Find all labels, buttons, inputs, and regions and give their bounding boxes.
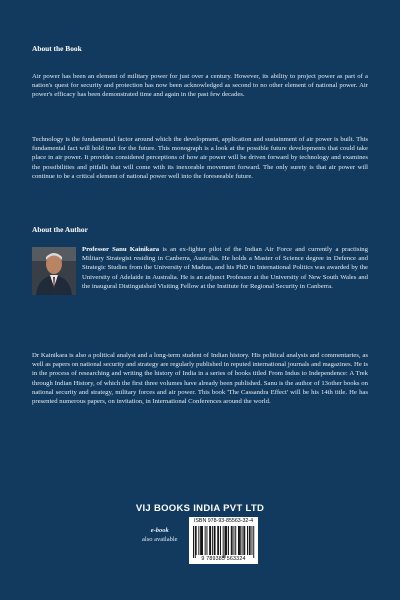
barcode-bar — [235, 526, 236, 555]
about-author-paragraph-2: Dr Kainikara is also a political analyst and a long-term student of Indian history. His political analysis and commentaries, as well as papers on national security and strategy are regularly published in reputed international journals and magazines. He is in the process of researching and writing the history of India in a series of books titled From Indus to Independence: A Trek through Indian History, of which the first three volumes have already been published. Sanu is the author of 13other books on national security and strategy, military forces and air power. This book 'The Cassandra Effect' will be his 14th title. He has presented numerous papers, on invitation, in International Conferences around the world. — [32, 352, 368, 406]
barcode-bar — [244, 526, 245, 555]
barcode-bar — [215, 526, 216, 555]
ebook-availability: also available — [142, 535, 178, 543]
barcode-bar — [249, 526, 250, 555]
author-bio-block — [32, 245, 368, 297]
barcode-bar — [228, 526, 229, 555]
barcode-bar — [202, 526, 203, 555]
barcode-bar — [232, 526, 233, 555]
barcode-bar — [225, 526, 226, 555]
barcode-bar — [234, 526, 235, 555]
author-bio: is an ex-fighter pilot of the Indian Air Force and currently a practising Military Strategist residing in Canberra, Australia. He holds a Master of Science degree in Defence and Strategic Studies from the University of Madras, and his PhD in International Politics was awarded by the University of Adelaide in Australia. He is an adjunct Professor at the University of New South Wales and the inaugural Distinguished Visiting Fellow at the Institute for Regional Security in Canberra. — [82, 246, 368, 290]
barcode-bar — [240, 526, 241, 555]
barcode-bar — [220, 526, 221, 555]
barcode-bar — [239, 526, 240, 555]
isbn-barcode — [189, 517, 258, 564]
barcode-digits: 9 789385 563324 — [201, 556, 246, 562]
author-bio-text — [32, 245, 368, 291]
about-book-heading: About the Book — [32, 44, 82, 53]
barcode-bar — [243, 526, 244, 555]
barcode-bar — [225, 526, 226, 558]
barcode-bar — [210, 526, 211, 555]
barcode-bar — [238, 526, 239, 555]
barcode-bar — [196, 526, 197, 555]
barcode-bar — [253, 526, 254, 558]
barcode-bar — [226, 526, 227, 555]
barcode-bar — [252, 526, 253, 555]
isbn-label: ISBN 978-93-85563-32-4 — [193, 518, 254, 524]
about-author-heading: About the Author — [32, 225, 88, 234]
barcode-bar — [247, 526, 248, 555]
barcode-bar — [201, 526, 202, 555]
barcode-bar — [214, 526, 215, 555]
barcode-bar — [193, 526, 194, 558]
ebook-note — [142, 527, 178, 544]
author-photo — [32, 247, 76, 295]
barcode-bar — [198, 526, 199, 555]
publisher-name: VIJ BOOKS INDIA PVT LTD — [135, 503, 265, 514]
barcode-bar — [207, 526, 208, 555]
barcode-bar — [217, 526, 218, 555]
barcode-bar — [200, 526, 201, 555]
barcode-bar — [218, 526, 219, 555]
barcode-bar — [212, 526, 213, 555]
barcode-bar — [231, 526, 232, 555]
barcode-bar — [195, 526, 196, 558]
author-name: Professor Sanu Kainikara — [82, 246, 160, 253]
about-book-paragraph-2: Technology is the fundamental factor around which the development, application and sustainment of air power is built. This fundamental fact will hold true for the future. This monograph is a look at the possible future developments that could take place in air power. It provides considered perceptions of how air power will be driven forward by technology and examines the possibilities and pitfalls that will come with its inexorable movement forward. The only surety is that air power will continue to be a critical element of national power well into the foreseeable future. — [32, 136, 368, 180]
barcode-bar — [209, 526, 210, 555]
barcode-bar — [205, 526, 206, 555]
about-book-paragraph-1: Air power has been an element of military power for just over a century. However, its ability to project power as part of a nation's quest for security and protection has now been acknowledged as second to no other element of national power. Air power's efficacy has been demonstrated time and again in the past few decades. — [32, 73, 368, 99]
barcode-bar — [242, 526, 243, 555]
barcode-bar — [250, 526, 251, 555]
ebook-icon: e-book — [150, 527, 169, 534]
barcode-bar — [223, 526, 224, 558]
